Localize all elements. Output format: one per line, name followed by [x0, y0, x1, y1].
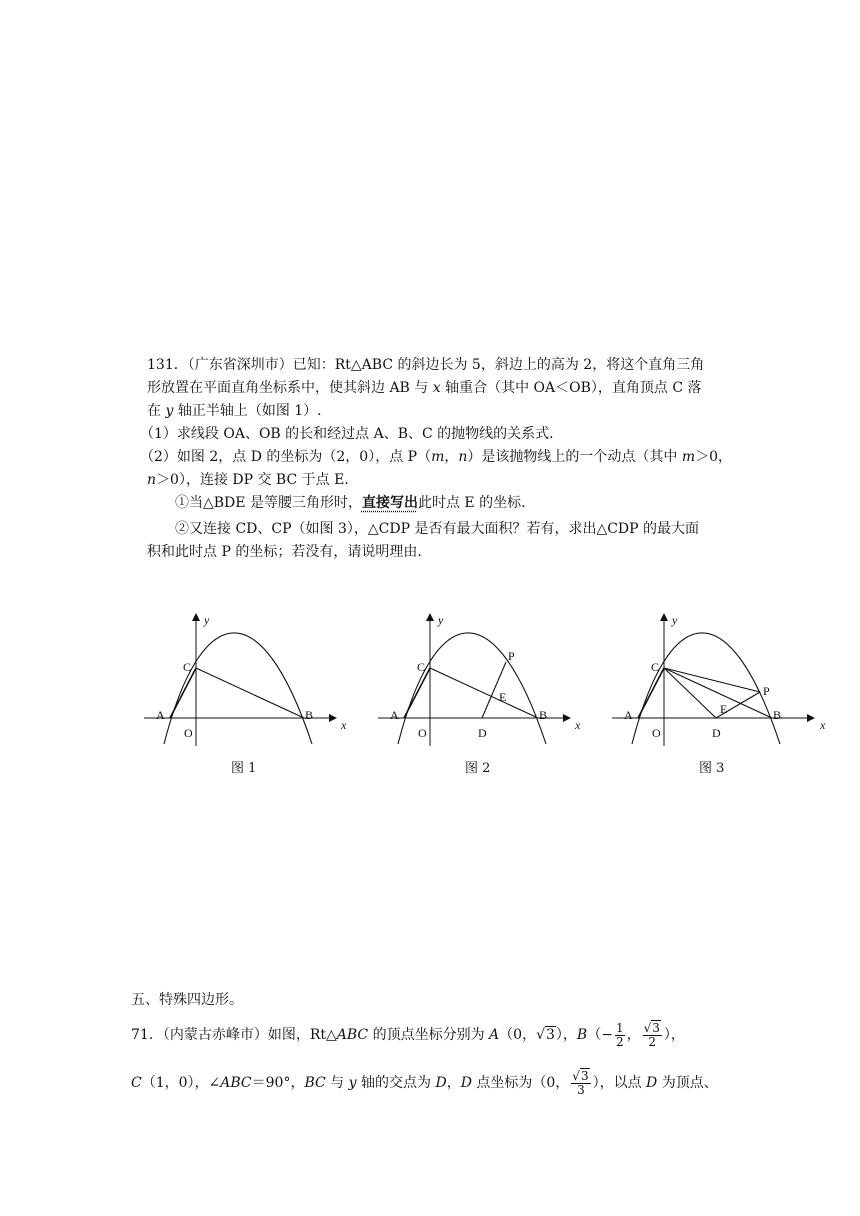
- label-b: B: [539, 708, 548, 722]
- label-c: C: [183, 660, 192, 674]
- denominator: 3: [577, 1082, 585, 1097]
- label-d: D: [712, 726, 721, 740]
- label-y: y: [204, 613, 210, 627]
- label-a: A: [624, 708, 633, 722]
- problem-131-line2: [147, 378, 702, 398]
- sqrt-expression: √3: [536, 1027, 555, 1043]
- segment-ca: [170, 668, 196, 718]
- var-bc: BC: [304, 1075, 326, 1091]
- var-n: n: [458, 449, 468, 465]
- var-c: C: [131, 1075, 142, 1091]
- fraction-sqrt3-over-3: [571, 1070, 590, 1097]
- text: 此时点 E 的坐标.: [417, 495, 526, 511]
- text: 与: [325, 1075, 349, 1091]
- var-abc: ABC: [220, 1075, 252, 1091]
- var-n: n: [147, 472, 157, 488]
- text: （2）如图 2，点 D 的坐标为（2，0），点 P（: [140, 449, 432, 465]
- label-e: E: [499, 690, 507, 704]
- problem-131-line1: 131．（广东省深圳市）已知：Rt△ABC 的斜边长为 5，斜边上的高为 2，将这个直角三角: [147, 357, 705, 373]
- var-m: m: [681, 449, 696, 465]
- text: 71．（内蒙古赤峰市）如图，Rt△: [131, 1027, 337, 1043]
- figure-1-diagram: [140, 606, 370, 776]
- text: 轴的交点为: [356, 1075, 436, 1091]
- label-c: C: [651, 660, 660, 674]
- text: 轴重合（其中 OA＜OB），直角顶点 C 落: [440, 380, 702, 396]
- caption-figure-3: 图 3: [699, 761, 725, 776]
- problem-131-part2-line2: [147, 470, 349, 490]
- radicand: 3: [546, 1027, 555, 1043]
- segment-cd: [664, 668, 716, 718]
- var-d: D: [646, 1075, 658, 1091]
- problem-131-sub2-line1: ②又连接 CD、CP（如图 3），△CDP 是否有最大面积？若有，求出△CDP 的最大面: [175, 521, 700, 537]
- segment-ca: [638, 668, 664, 718]
- text: （0，: [499, 1027, 537, 1043]
- segment-cb: [196, 668, 304, 718]
- var-y: y: [348, 1075, 357, 1091]
- text: 为顶点、: [657, 1075, 718, 1091]
- text: ＝90°，: [251, 1075, 305, 1091]
- text: ＞0，: [695, 449, 733, 465]
- label-x: x: [341, 718, 347, 732]
- numerator: [571, 1070, 590, 1084]
- segment-cb: [664, 668, 772, 718]
- problem-131-sub2-line2: 积和此时点 P 的坐标；若没有，请说明理由.: [147, 544, 422, 560]
- var-y: y: [165, 403, 174, 419]
- text: ），以点: [592, 1075, 647, 1091]
- denominator: 2: [615, 1034, 624, 1049]
- label-a: A: [390, 708, 399, 722]
- text: ①当△BDE 是等腰三角形时，: [175, 495, 362, 511]
- text: ），: [663, 1027, 685, 1043]
- label-x: x: [820, 718, 826, 732]
- fraction-one-half: [615, 1022, 625, 1049]
- text: 形放置在平面直角坐标系中，使其斜边 AB 与: [147, 380, 433, 396]
- segment-cp: [664, 668, 760, 692]
- problem-131-part1: （1）求线段 OA、OB 的长和经过点 A、B、C 的抛物线的关系式.: [140, 426, 554, 442]
- sqrt-expression: √3: [643, 1020, 660, 1035]
- denominator: 2: [648, 1034, 657, 1049]
- text: ＞0），连接 DP 交 BC 于点 E.: [156, 472, 349, 488]
- numerator: 1: [615, 1020, 624, 1035]
- section-heading: 五、特殊四边形。: [131, 992, 243, 1008]
- figure-2: [374, 606, 604, 776]
- label-y: y: [672, 613, 678, 627]
- text: ，: [626, 1027, 641, 1043]
- label-o: O: [652, 726, 661, 740]
- text: 在: [147, 403, 166, 419]
- text: ）是该抛物线上的一个动点（其中: [467, 449, 682, 465]
- text: ），: [555, 1027, 577, 1043]
- figure-3: [608, 606, 838, 776]
- var-x: x: [432, 380, 441, 396]
- emphasis-text: 直接写出: [361, 495, 418, 511]
- label-o: O: [184, 726, 193, 740]
- var-a: A: [489, 1027, 500, 1043]
- text: 轴正半轴上（如图 1）.: [173, 403, 322, 419]
- label-x: x: [575, 718, 581, 732]
- segment-ca: [404, 668, 430, 718]
- label-p: P: [763, 684, 770, 698]
- segment-cb: [430, 668, 538, 718]
- problem-131-part2-line1: [140, 447, 732, 467]
- label-b: B: [305, 708, 314, 722]
- problem-131-line3: [147, 401, 322, 421]
- figure-2-diagram: [374, 606, 604, 776]
- label-b: B: [773, 708, 782, 722]
- text: 点坐标为（0，: [471, 1075, 570, 1091]
- label-p: P: [508, 649, 515, 663]
- text: ，: [444, 449, 459, 465]
- text: ，: [446, 1075, 461, 1091]
- text: （−: [587, 1027, 613, 1043]
- var-d: D: [435, 1075, 447, 1091]
- problem-71-line1: [131, 1016, 685, 1054]
- figure-1: [140, 606, 370, 776]
- caption-figure-2: 图 2: [465, 761, 491, 776]
- figure-3-diagram: [608, 606, 838, 776]
- caption-figure-1: 图 1: [231, 761, 257, 776]
- label-y: y: [438, 613, 444, 627]
- sqrt-expression: √3: [572, 1068, 589, 1083]
- numerator: [643, 1022, 662, 1036]
- var-d: D: [460, 1075, 472, 1091]
- text: （1，0），∠: [141, 1075, 221, 1091]
- label-e: E: [720, 702, 728, 716]
- label-o: O: [418, 726, 427, 740]
- problem-131-sub1: [175, 493, 526, 513]
- text: 的顶点坐标分别为: [368, 1027, 490, 1043]
- radicand: 3: [652, 1020, 660, 1035]
- problem-71-line2: [131, 1064, 718, 1102]
- var-b: B: [576, 1027, 588, 1043]
- label-d: D: [478, 726, 487, 740]
- var-m: m: [431, 449, 445, 465]
- radicand: 3: [580, 1068, 589, 1083]
- label-a: A: [156, 708, 165, 722]
- label-c: C: [417, 660, 426, 674]
- fraction-sqrt3-over-2: [643, 1022, 662, 1049]
- var-abc: ABC: [336, 1027, 369, 1043]
